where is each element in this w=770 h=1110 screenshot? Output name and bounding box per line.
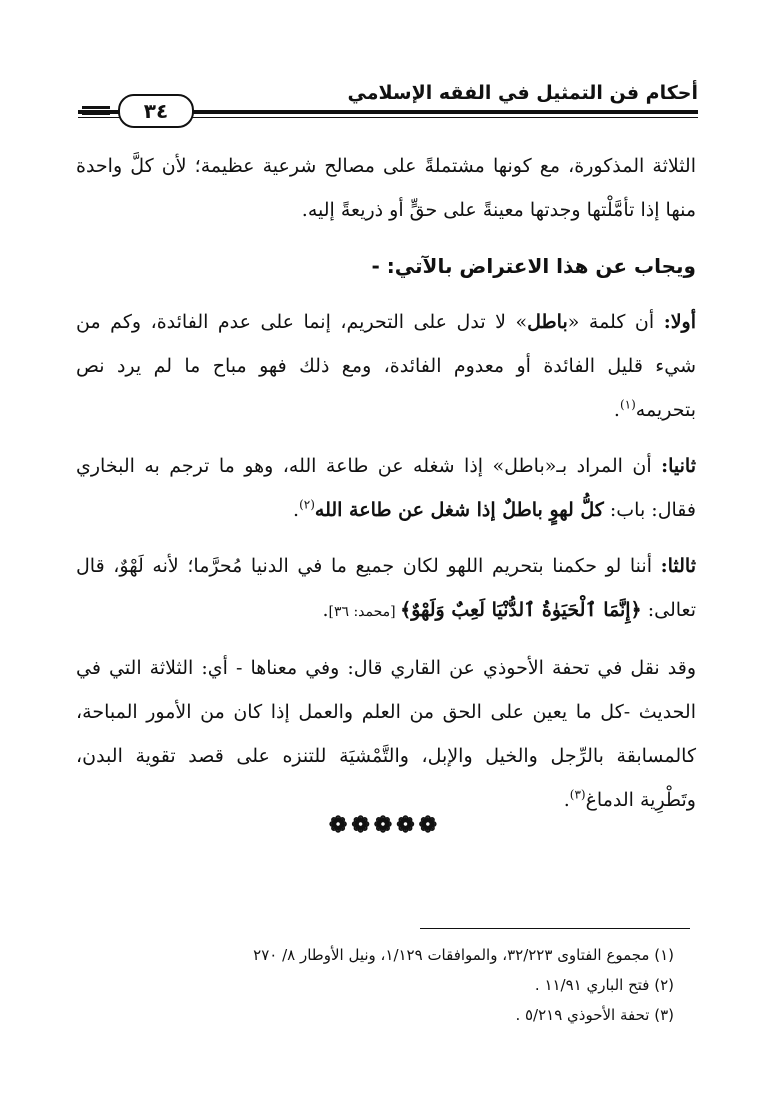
bold-term: كلُّ لهوٍ باطلٌ إذا شغل عن طاعة الله — [314, 499, 604, 521]
footnote-item: (٢) فتح الباري ١١/٩١ . — [534, 976, 674, 994]
paragraph-end: . — [293, 499, 300, 521]
paragraph-end: . — [563, 789, 570, 811]
paragraph-text: » لا تدل على التحريم، إنما على عدم الفائدة، وكم من شيء قليل الفائدة أو معدوم الفائدة، ومع ذلك فهو مباح ما لم يرد نص بتحريمه — [76, 311, 696, 421]
footnote-marker: (٢) — [299, 497, 315, 512]
main-text — [76, 144, 696, 834]
paragraph-text: أن كلمة « — [567, 311, 664, 333]
paragraph-quote — [76, 646, 696, 822]
footnote-item: (١) مجموع الفتاوى ٣٢/٢٢٣، والموافقات ١/١٢٩، ونيل الأوطار ٨/ ٢٧٠ — [253, 946, 674, 964]
paragraph-end: . — [613, 399, 620, 421]
section-heading: ويجاب عن هذا الاعتراض بالآتي: - — [371, 254, 696, 278]
paragraph-text: أننا لو حكمنا بتحريم اللهو لكان جميع ما في الدنيا مُحرَّما؛ لأنه لَهْوٌ، قال تعالى: — [76, 555, 696, 621]
paragraph-text: وقد نقل في تحفة الأحوذي عن القاري قال: وفي معناها - أي: الثلاثة التي في الحديث -كل ما يعين على الحق من العلم والعمل إذا كان من الأمور المباحة، كالمسابقة بالرِّجل والخيل والإبل، والتَّمْشيَة للتنزه على قصد تقوية البدن، وتَطْرِية الدماغ — [76, 657, 696, 811]
footnote-item: (٣) تحفة الأحوذي ٥/٢١٩ . — [515, 1006, 674, 1024]
paragraph-third — [76, 544, 696, 634]
running-title: أحكام فن التمثيل في الفقه الإسلامي — [347, 82, 698, 104]
point-label: أولا: — [663, 311, 697, 333]
verse-reference: [محمد: ٣٦] — [328, 604, 401, 620]
quran-verse: ﴿إِنَّمَا ٱلْحَيَوٰةُ ٱلدُّنْيَا لَعِبٌ وَلَهْوٌ﴾ — [400, 599, 642, 621]
page-number: ٣٤ — [118, 94, 194, 128]
header-dash-top — [82, 106, 110, 109]
page-header — [78, 70, 698, 130]
paragraph-text: أن المراد بـ«باطل» إذا شغله عن طاعة الله، وهو ما ترجم به البخاري فقال: باب: — [76, 455, 696, 521]
footnote-separator — [420, 928, 690, 929]
paragraph-second — [76, 444, 696, 532]
footnotes — [94, 940, 674, 1030]
paragraph-end: . — [322, 599, 329, 621]
point-label: ثانيا: — [661, 455, 696, 477]
footnote-marker: (١) — [619, 397, 636, 412]
paragraph-first — [76, 300, 696, 432]
footnote-marker: (٣) — [569, 787, 586, 802]
section-ornament: ❁❁❁❁❁ — [328, 812, 442, 838]
paragraph-continuation: الثلاثة المذكورة، مع كونها مشتملةً على مصالح شرعية عظيمة؛ لأن كلَّ واحدة منها إذا تأمَّلْتها وجدتها معينةً على حقٍّ أو ذريعةً إليه. — [76, 155, 696, 221]
point-label: ثالثا: — [660, 555, 696, 577]
bold-term: باطل — [527, 311, 568, 333]
header-dash-bottom — [82, 112, 110, 115]
